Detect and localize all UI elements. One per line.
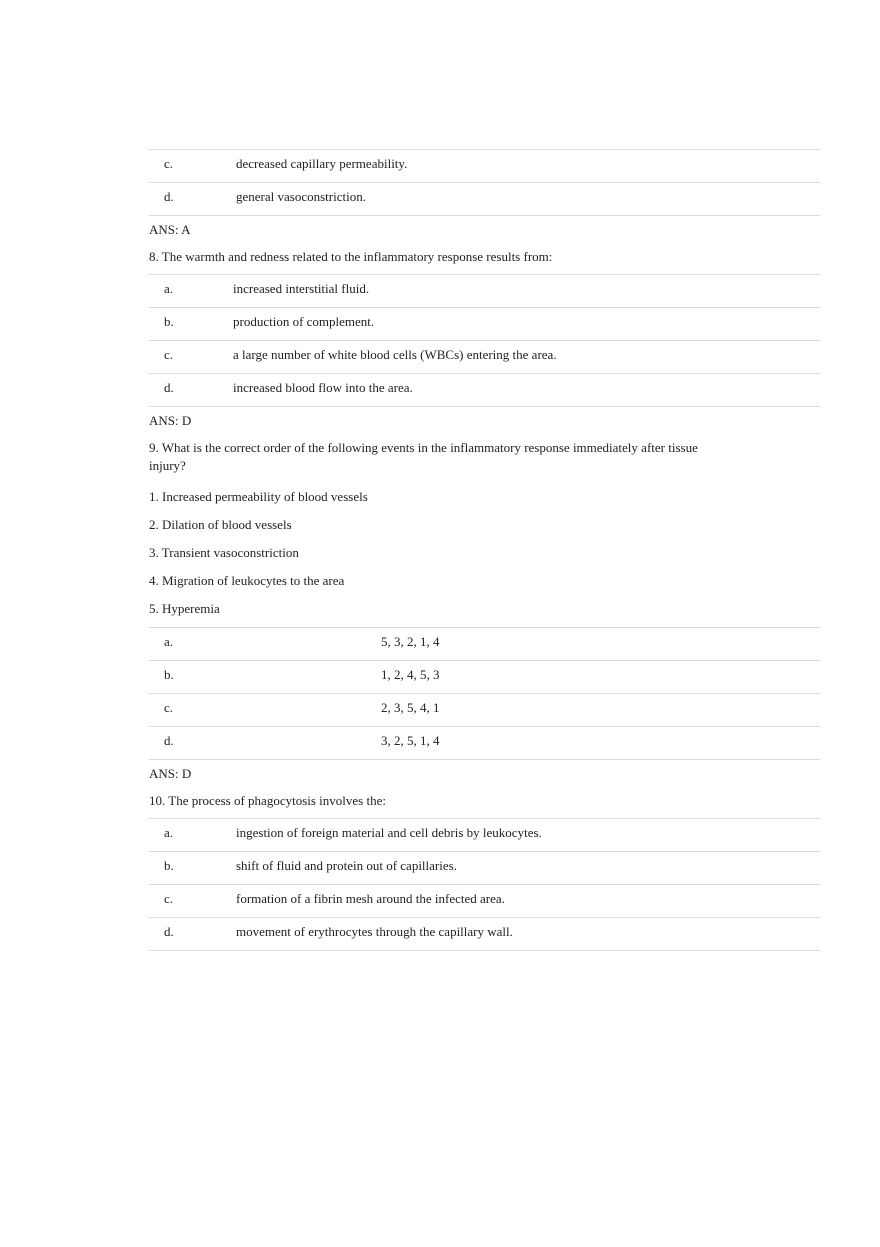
- option-letter: a.: [164, 281, 174, 296]
- option-text: increased blood flow into the area.: [233, 380, 413, 395]
- option-text: 2, 3, 5, 4, 1: [381, 700, 440, 715]
- option-text: 3, 2, 5, 1, 4: [381, 733, 440, 748]
- option-text: a large number of white blood cells (WBCs) entering the area.: [233, 347, 557, 362]
- option-row: [149, 727, 820, 760]
- q9-event-list: [149, 483, 820, 623]
- q9-options-table: [149, 627, 820, 760]
- list-item: 4. Migration of leukocytes to the area: [149, 573, 345, 588]
- option-letter: a.: [164, 825, 174, 840]
- option-letter: b.: [164, 858, 174, 873]
- option-text: increased interstitial fluid.: [233, 281, 370, 296]
- list-item: 1. Increased permeability of blood vessels: [149, 489, 368, 504]
- option-row: [149, 694, 820, 727]
- option-letter: b.: [164, 314, 174, 329]
- q7-answer: ANS: A: [149, 222, 191, 237]
- option-letter: d.: [164, 924, 174, 939]
- option-row: [149, 852, 820, 885]
- option-text: decreased capillary permeability.: [236, 156, 408, 171]
- option-letter: d.: [164, 380, 174, 395]
- option-row: [149, 819, 820, 852]
- option-text: 5, 3, 2, 1, 4: [381, 634, 440, 649]
- q9-question: 9. What is the correct order of the following events in the inflammatory response immediately after tissue injury?: [149, 440, 698, 473]
- q8-options-table: [149, 274, 820, 407]
- q9-answer: ANS: D: [149, 766, 192, 781]
- option-text: shift of fluid and protein out of capillaries.: [236, 858, 457, 873]
- option-text: ingestion of foreign material and cell debris by leukocytes.: [236, 825, 542, 840]
- option-text: general vasoconstriction.: [236, 189, 366, 204]
- q10-options-table: [149, 818, 820, 951]
- document-page: [149, 149, 820, 951]
- option-text: formation of a fibrin mesh around the infected area.: [236, 891, 505, 906]
- q10-question: 10. The process of phagocytosis involves the:: [149, 793, 386, 808]
- list-item: 2. Dilation of blood vessels: [149, 517, 292, 532]
- option-letter: c.: [164, 891, 174, 906]
- option-row: [149, 341, 820, 374]
- option-row: [149, 628, 820, 661]
- option-letter: c.: [164, 700, 174, 715]
- option-text: movement of erythrocytes through the capillary wall.: [236, 924, 513, 939]
- option-row: [149, 918, 820, 951]
- option-row: [149, 308, 820, 341]
- option-row: [149, 275, 820, 308]
- option-text: 1, 2, 4, 5, 3: [381, 667, 440, 682]
- q8-answer: ANS: D: [149, 413, 192, 428]
- list-item: 5. Hyperemia: [149, 601, 220, 616]
- option-text: production of complement.: [233, 314, 375, 329]
- option-row: [149, 661, 820, 694]
- option-letter: b.: [164, 667, 174, 682]
- option-letter: c.: [164, 347, 174, 362]
- q8-question: 8. The warmth and redness related to the inflammatory response results from:: [149, 249, 553, 264]
- option-row: [149, 150, 820, 183]
- option-row: [149, 374, 820, 407]
- option-letter: d.: [164, 733, 174, 748]
- option-letter: d.: [164, 189, 174, 204]
- list-item: 3. Transient vasoconstriction: [149, 545, 299, 560]
- option-row: [149, 183, 820, 216]
- option-letter: a.: [164, 634, 174, 649]
- q7-options-table: [149, 149, 820, 216]
- option-row: [149, 885, 820, 918]
- option-letter: c.: [164, 156, 174, 171]
